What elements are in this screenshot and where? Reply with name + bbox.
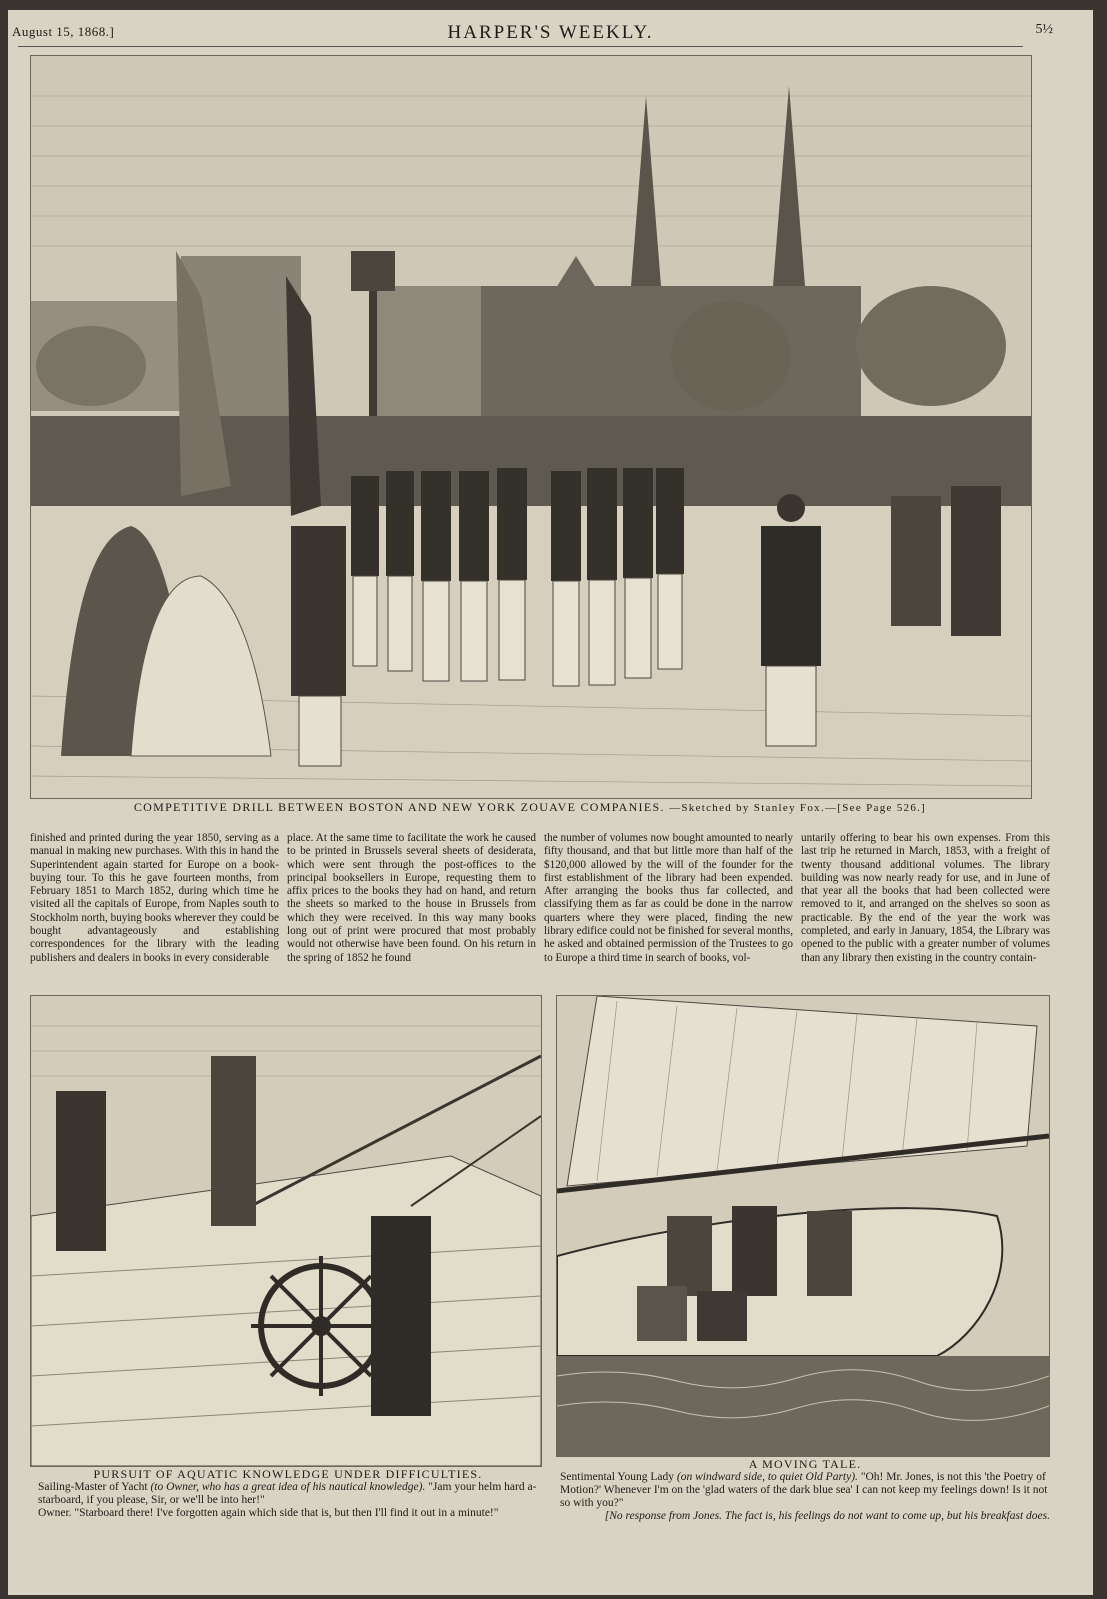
left-line-1: "Jam your helm hard a-starboard, if you please, Sir, or we'll be into her!": [38, 1481, 537, 1506]
article-column-4: untarily offering to bear his own expenses. From this last trip he returned in March, 1853, with a freight of twenty thousand additional volumes. The library building was now nearly ready for use, and in June of that year all the books that had been collected were removed to it, and arranged on the shelves so soon as practicable. By the end of the year the work was completed, and early in January, 1854, the Library was opened to the public with a greater number of volumes than any library then existing in the country contain-: [801, 832, 1050, 964]
left-cartoon-title: PURSUIT OF AQUATIC KNOWLEDGE UNDER DIFFICULTIES.: [93, 1467, 483, 1481]
publication-title: HARPER'S WEEKLY.: [447, 22, 654, 43]
right-stage-1: (on windward side, to quiet Old Party).: [676, 1471, 858, 1483]
page-number: 5½: [1035, 22, 1053, 37]
right-cartoon-caption: [560, 1458, 1050, 1523]
masthead: [8, 22, 1093, 48]
article-column-1: finished and printed during the year 1850, serving as a manual in making new purchases. With this in hand the Superintendent again started for Europe on a book-buying tour. To this he gave fourteen months, from February 1851 to March 1852, during which time he visited all the capitals of Europe, from Naples south to Stockholm north, buying books wherever they could be bought advantageously and establishing correspondences for the library with the leading publishers and dealers in books in every considerable: [30, 832, 279, 964]
article-column-2: place. At the same time to facilitate the work he caused to be printed in Brussels several sheets of desiderata, which were sent through the post-offices to the principal booksellers in Europe, requesting them to affix prices to the books they had on hand, and return the sheets so marked to the house in Brussels from which they were received. In this way many books long out of print were procured that most probably would not otherwise have been found. On his return in the spring of 1852 he found: [287, 832, 536, 964]
newspaper-page: [8, 10, 1093, 1595]
top-caption-credit: —Sketched by Stanley Fox.—[See Page 526.]: [669, 802, 927, 814]
article-columns: [30, 832, 1050, 964]
right-speaker-1: Sentimental Young Lady: [560, 1471, 675, 1483]
top-illustration-caption: [30, 800, 1030, 815]
right-cartoon-title: A MOVING TALE.: [748, 1457, 862, 1471]
left-stage-1: (to Owner, who has a great idea of his nautical knowledge).: [150, 1481, 426, 1493]
left-line-2: "Starboard there! I've forgotten again which side that is, but then I'll find it out in a minute!": [74, 1507, 499, 1519]
left-speaker-2: Owner.: [38, 1507, 72, 1519]
issue-date: August 15, 1868.]: [12, 24, 115, 39]
right-line-1: "Oh! Mr. Jones, is not this 'the Poetry of Motion?' Whenever I'm on the 'glad waters of the dark blue sea' I can not keep my feelings down! Is it not so with you?": [560, 1471, 1048, 1509]
left-cartoon-caption: [38, 1468, 538, 1520]
masthead-rule: [18, 46, 1023, 47]
right-note: [No response from Jones. The fact is, his feelings do not want to come up, but his breakfast does.: [604, 1510, 1050, 1522]
aquatic-knowledge-cartoon: [30, 995, 542, 1467]
moving-tale-cartoon: [556, 995, 1050, 1457]
zouave-drill-engraving: [30, 55, 1032, 799]
left-speaker-1: Sailing-Master of Yacht: [38, 1481, 148, 1493]
article-column-3: the number of volumes now bought amounted to nearly fifty thousand, and that but little more than half of the $120,000 allowed by the will of the founder for the first establishment of the library had been expended. After arranging the books thus far collected, and classifying them as far as could be done in the narrow quarters where they were placed, finding the new library edifice could not be finished for several months, he asked and obtained permission of the Trustees to go to Europe a third time in search of books, vol-: [544, 832, 793, 964]
top-caption-title: COMPETITIVE DRILL BETWEEN BOSTON AND NEW YORK ZOUAVE COMPANIES.: [133, 800, 665, 814]
